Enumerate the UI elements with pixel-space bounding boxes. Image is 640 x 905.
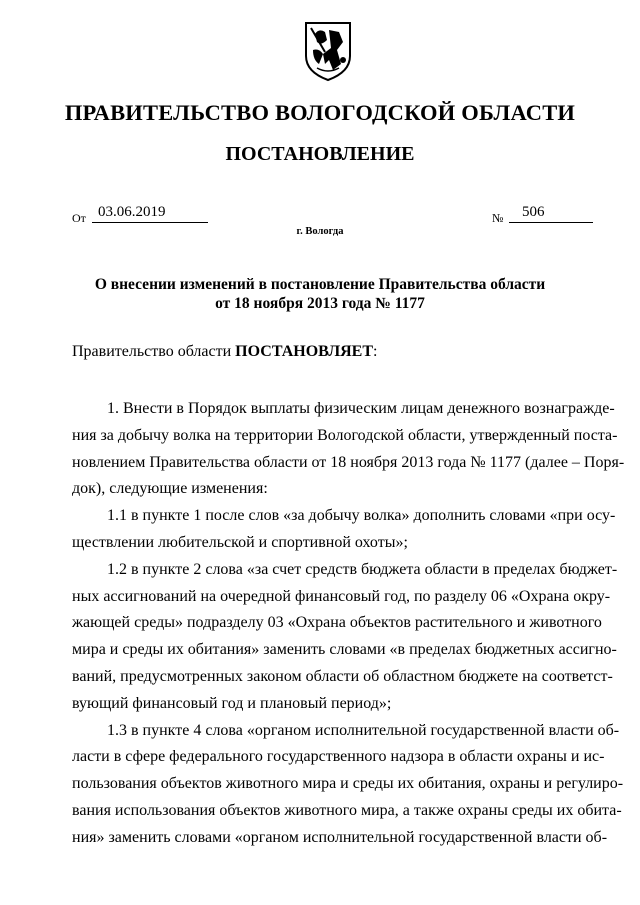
body-line: ваний, предусмотренных законом области об областном бюджете на соответст-: [72, 667, 613, 685]
number-label: №: [492, 211, 504, 225]
body-line: 1.2 в пункте 2 слова «за счет средств бюджета области в пределах бюджет-: [107, 560, 618, 578]
body-line: мира и среды их обитания» заменить словами «в пределах бюджетных ассигно-: [72, 641, 617, 659]
body-line: ния» заменить словами «органом исполнительной государственной власти об-: [72, 828, 608, 846]
body-line: 1. Внести в Порядок выплаты физическим лицам денежного вознагражде-: [107, 400, 615, 417]
document-type-title: ПОСТАНОВЛЕНИЕ: [225, 143, 415, 165]
body-line: ласти в сфере федерального государственного надзора в области охраны и ис-: [72, 748, 605, 766]
subject-line: О внесении изменений в постановление Правительства области: [94, 276, 546, 293]
body-line: пользования объектов животного мира и среды их обитания, охраны и регулиро-: [72, 775, 624, 793]
body-line: новлением Правительства области от 18 ноября 2013 года № 1177 (далее – Поря-: [72, 453, 625, 471]
subject-line: от 18 ноября 2013 года № 1177: [215, 295, 425, 312]
coat-of-arms-icon: [303, 20, 353, 82]
document-number: 506: [522, 204, 545, 220]
body-line: док), следующие изменения:: [72, 480, 268, 498]
body-line: 1.3 в пункте 4 слова «органом исполнительной государственной власти об-: [107, 721, 620, 739]
body-line: ществлении любительской и спортивной охоты»;: [72, 533, 408, 551]
preamble-suffix: :: [373, 343, 378, 360]
body-line: ния за добычу волка на территории Вологодской области, утвержденный поста-: [72, 426, 618, 444]
document-date: 03.06.2019: [98, 204, 166, 220]
government-title: ПРАВИТЕЛЬСТВО ВОЛОГОДСКОЙ ОБЛАСТИ: [64, 100, 576, 125]
body-line: жающей среды» подразделу 03 «Охрана объектов растительного и животного: [72, 614, 602, 632]
date-label: От: [72, 211, 86, 225]
body-line: вующий финансовый год и плановый период»;: [72, 694, 392, 712]
document-subject: [0, 275, 640, 313]
document-body: [72, 396, 625, 852]
number-underline: [509, 222, 593, 223]
preamble-bold: ПОСТАНОВЛЯЕТ: [235, 343, 374, 360]
preamble: [72, 343, 377, 361]
city-label: г. Вологда: [296, 226, 344, 237]
preamble-text: Правительство области: [72, 343, 232, 360]
body-line: вания использования объектов животного мира, а также охраны среды их обита-: [72, 801, 622, 819]
body-line: ных ассигнований на очередной финансовый год, по разделу 06 «Охрана окру-: [72, 587, 611, 605]
date-underline: [92, 222, 208, 223]
body-line: 1.1 в пункте 1 после слов «за добычу волка» дополнить словами «при осу-: [107, 507, 616, 525]
